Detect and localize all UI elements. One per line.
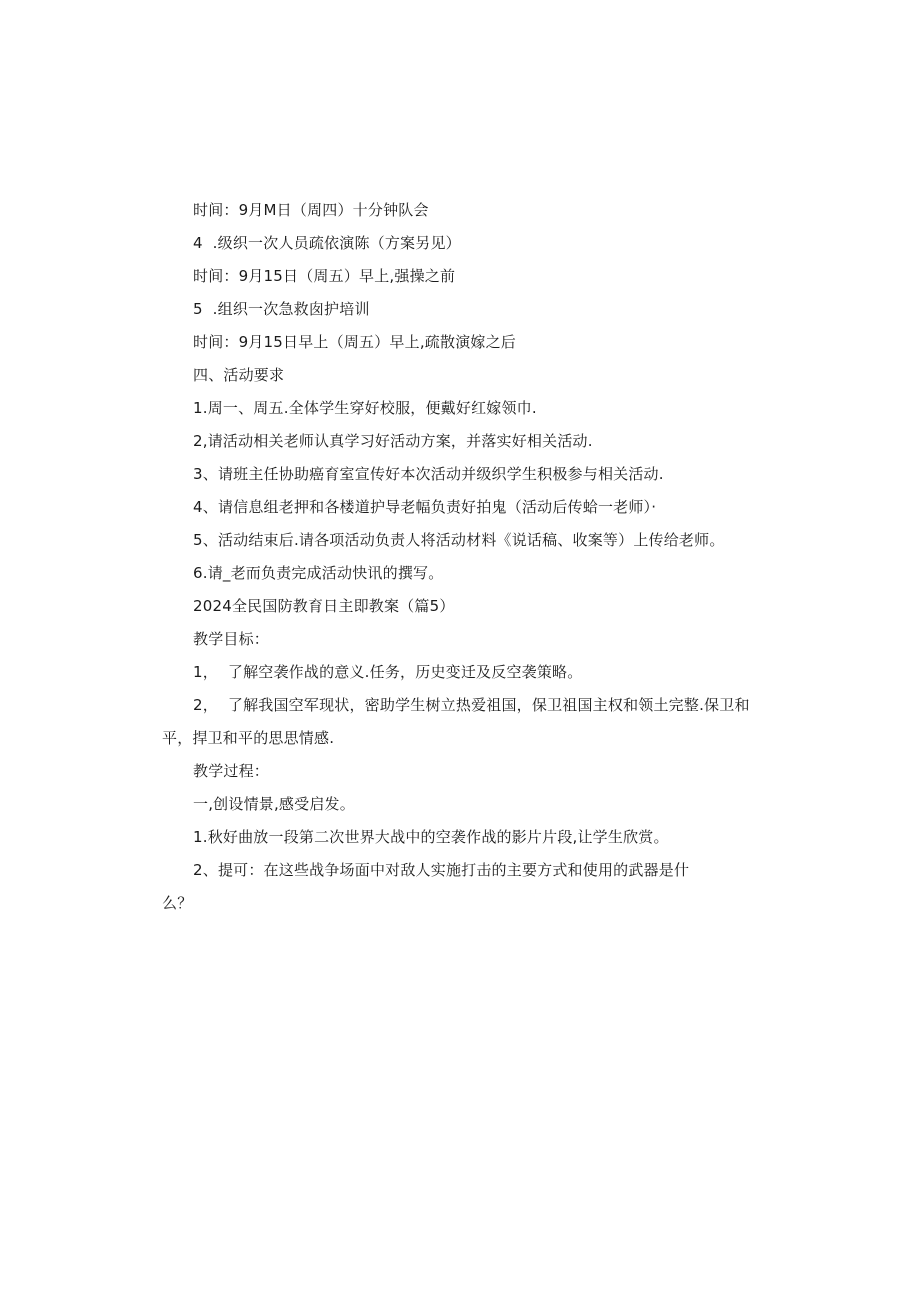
process-step-1: 1.秋好曲放一段第二次世界大战中的空袭作战的影片片段,让学生欣赏。	[193, 828, 669, 846]
process-step-2-continuation: 么？	[162, 894, 193, 912]
requirement-item-5: 5、活动结束后.请各项活动负责人将活动材料《说话稿、收案等）上传给老师。	[193, 531, 725, 549]
requirement-item-1: 1.周一、周五.全体学生穿好校服，便戴好红嫁领巾.	[193, 399, 537, 417]
requirement-item-4: 4、请信息组老押和各楼道护导老幅负责好拍鬼（活动后传蛤一老师）·	[193, 498, 657, 516]
activity-item-4: 4 .级织一次人员疏依演陈（方案另见）	[193, 234, 461, 252]
schedule-time-line: 时间：9月15日早上（周五）早上,疏散演嫁之后	[193, 333, 517, 351]
section-heading: 四、活动要求	[193, 366, 285, 384]
requirement-item-3: 3、请班主任协助癌育室宣传好本次活动并级织学生积极参与相关活动.	[193, 465, 664, 483]
schedule-time-line: 时间：9月15日（周五）早上,强操之前	[193, 267, 456, 285]
requirement-item-2: 2,请活动相关老师认真学习好活动方案，并落实好相关活动.	[193, 432, 593, 450]
requirement-item-6: 6.请_老而负责完成活动快讯的撰写。	[193, 564, 444, 582]
teaching-goal-1: 1， 了解空袭作战的意义.任务，历史变迁及反空袭策略。	[193, 663, 583, 681]
process-step-2: 2、提可：在这些战争场面中对敌人实施打击的主要方式和使用的武器是什	[193, 861, 690, 879]
lesson-plan-title: 2024全民国防教育日主即教案（篇5）	[193, 597, 455, 615]
schedule-time-line: 时间：9月M日（周四）十分钟队会	[193, 201, 429, 219]
process-step-heading: 一,创设情景,感受启发。	[193, 795, 355, 813]
teaching-process-heading: 教学过程：	[193, 762, 270, 780]
teaching-goal-2: 2， 了解我国空军现状，密助学生树立热爱祖国，保卫祖国主权和领土完整.保卫和	[193, 696, 750, 714]
teaching-goals-heading: 教学目标：	[193, 630, 270, 648]
teaching-goal-2-continuation: 平，捍卫和平的思思情感.	[162, 729, 335, 747]
activity-item-5: 5 .组织一次急救囱护培训	[193, 300, 370, 318]
